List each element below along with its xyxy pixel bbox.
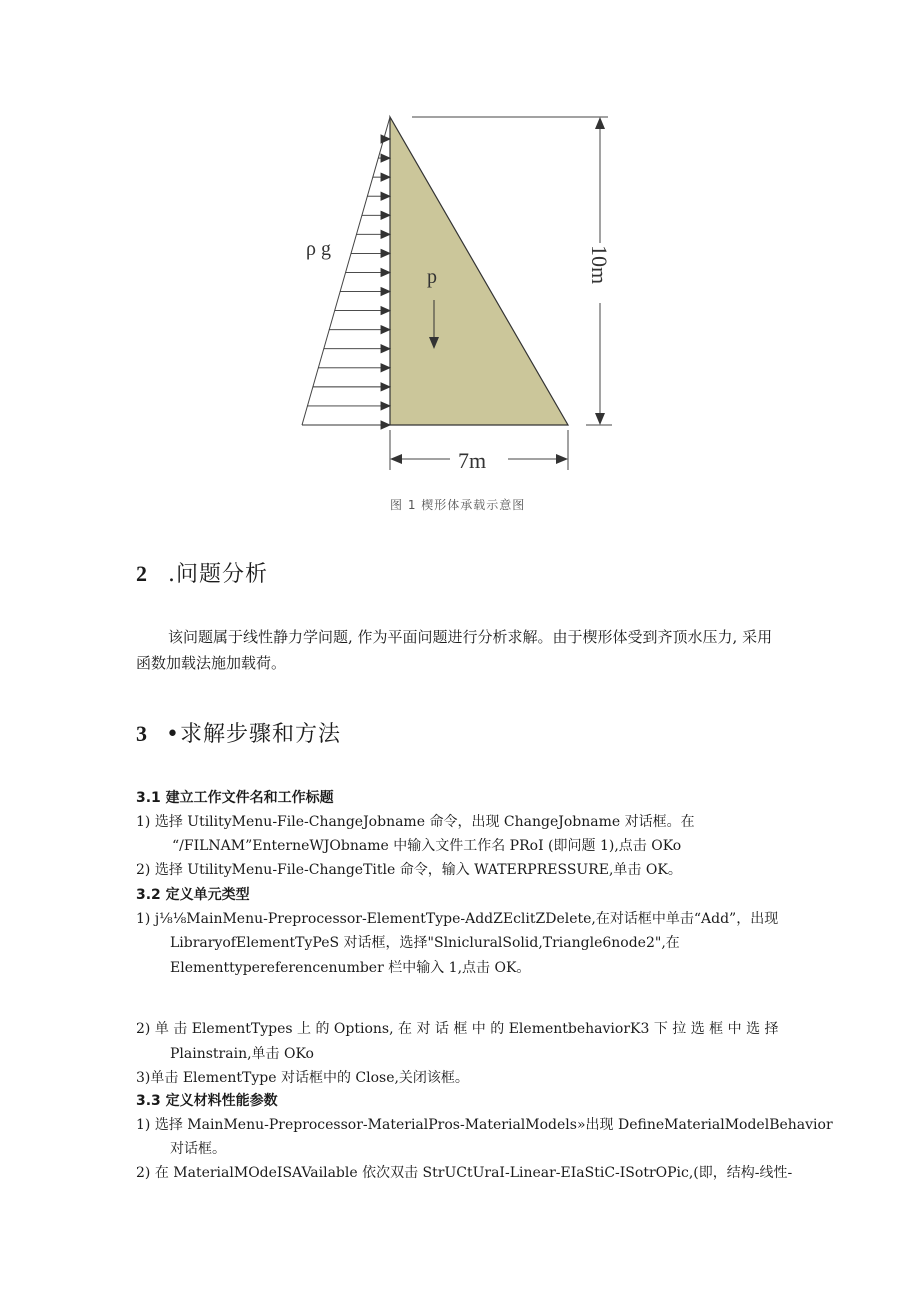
height-arrow-top — [595, 117, 605, 129]
p-label: p — [427, 266, 437, 288]
width-arrow-right — [556, 454, 568, 464]
pressure-arrow-head — [381, 326, 390, 334]
subsection-3-1-title: 3.1 建立工作文件名和工作标题 — [136, 790, 334, 806]
pressure-arrow-head — [381, 230, 390, 238]
width-label: 7m — [458, 448, 487, 473]
pressure-arrow-head — [381, 154, 390, 162]
height-arrow-bottom — [595, 413, 605, 425]
wedge-load-figure — [290, 105, 620, 475]
pressure-arrow-head — [381, 307, 390, 315]
height-label: 10m — [587, 245, 612, 285]
wedge-body — [390, 117, 568, 425]
sub33-line2: 对话框。 — [170, 1141, 226, 1157]
figure-caption: 图 1 楔形体承载示意图 — [390, 498, 526, 512]
pressure-arrow-head — [381, 135, 390, 143]
sub31-line1: 1) 选择 UtilityMenu-File-ChangeJobname 命令，出现 ChangeJobname 对话框。在 — [136, 814, 695, 830]
section-2-number: 2 — [136, 561, 148, 586]
pressure-arrow-head — [381, 192, 390, 200]
pressure-arrow-head — [381, 288, 390, 296]
subsection-3-2-title: 3.2 定义单元类型 — [136, 887, 250, 903]
sub32-line5: Plainstrain,单击 OKo — [170, 1046, 314, 1062]
section-2-heading — [136, 557, 268, 588]
pressure-arrow-head — [381, 364, 390, 372]
section-3-heading — [136, 717, 341, 748]
pressure-arrows — [302, 135, 390, 429]
width-arrow-left — [390, 454, 402, 464]
rho-g-label: ρ g — [306, 238, 331, 260]
section-3-number: 3 — [136, 721, 148, 746]
pressure-envelope — [302, 117, 390, 425]
pressure-arrow-head — [381, 249, 390, 257]
sub32-line6: 3)单击 ElementType 对话框中的 Close,关闭该框。 — [136, 1070, 469, 1086]
sub33-line1: 1) 选择 MainMenu-Preprocessor-MaterialPros-MaterialModels»出现 DefineMaterialModelBehavior — [136, 1117, 833, 1133]
sub31-line3: 2) 选择 UtilityMenu-File-ChangeTitle 命令，输入 WATERPRESSURE,单击 OK。 — [136, 862, 682, 878]
pressure-arrow-head — [381, 173, 390, 181]
pressure-arrow-head — [381, 211, 390, 219]
sub32-line3: Elementtypereferencenumber 栏中输入 1,点击 OK。 — [170, 960, 531, 976]
sub31-line2: “/FILNAM”EnterneWJObname 中输入文件工作名 PRoI (即问题 1),点击 OKo — [172, 838, 682, 854]
section-2-para-line1: 该问题属于线性静力学问题, 作为平面问题进行分析求解。由于楔形体受到齐顶水压力, 采用 — [168, 628, 773, 646]
section-2-title: .问题分析 — [168, 562, 268, 587]
section-2-para-line2: 函数加载法施加载荷。 — [136, 654, 287, 672]
subsection-3-3-title: 3.3 定义材料性能参数 — [136, 1093, 278, 1109]
sub33-line3: 2) 在 MaterialMOdeISAVailable 依次双击 StrUCtUraI-Linear-EIaStiC-ISotrOPic,(即，结构-线性- — [136, 1165, 793, 1181]
pressure-arrow-head — [381, 345, 390, 353]
pressure-arrow-head — [381, 383, 390, 391]
pressure-arrow-head — [381, 421, 390, 429]
sub32-line4: 2) 单 击 ElementTypes 上 的 Options, 在 对 话 框 中 的 ElementbehaviorK3 下 拉 选 框 中 选 择 — [136, 1021, 779, 1037]
sub32-line2: LibraryofElementTyPeS 对话框，选择"SlnicluralSolid,Triangle6node2",在 — [170, 935, 680, 951]
pressure-arrow-head — [381, 402, 390, 410]
pressure-arrow-head — [381, 268, 390, 276]
section-3-title: •求解步骤和方法 — [166, 722, 341, 747]
sub32-line1: 1) j⅛⅛MainMenu-Preprocessor-ElementType-AddZEclitZDelete,在对话框中单击“Add”，出现 — [136, 911, 779, 927]
